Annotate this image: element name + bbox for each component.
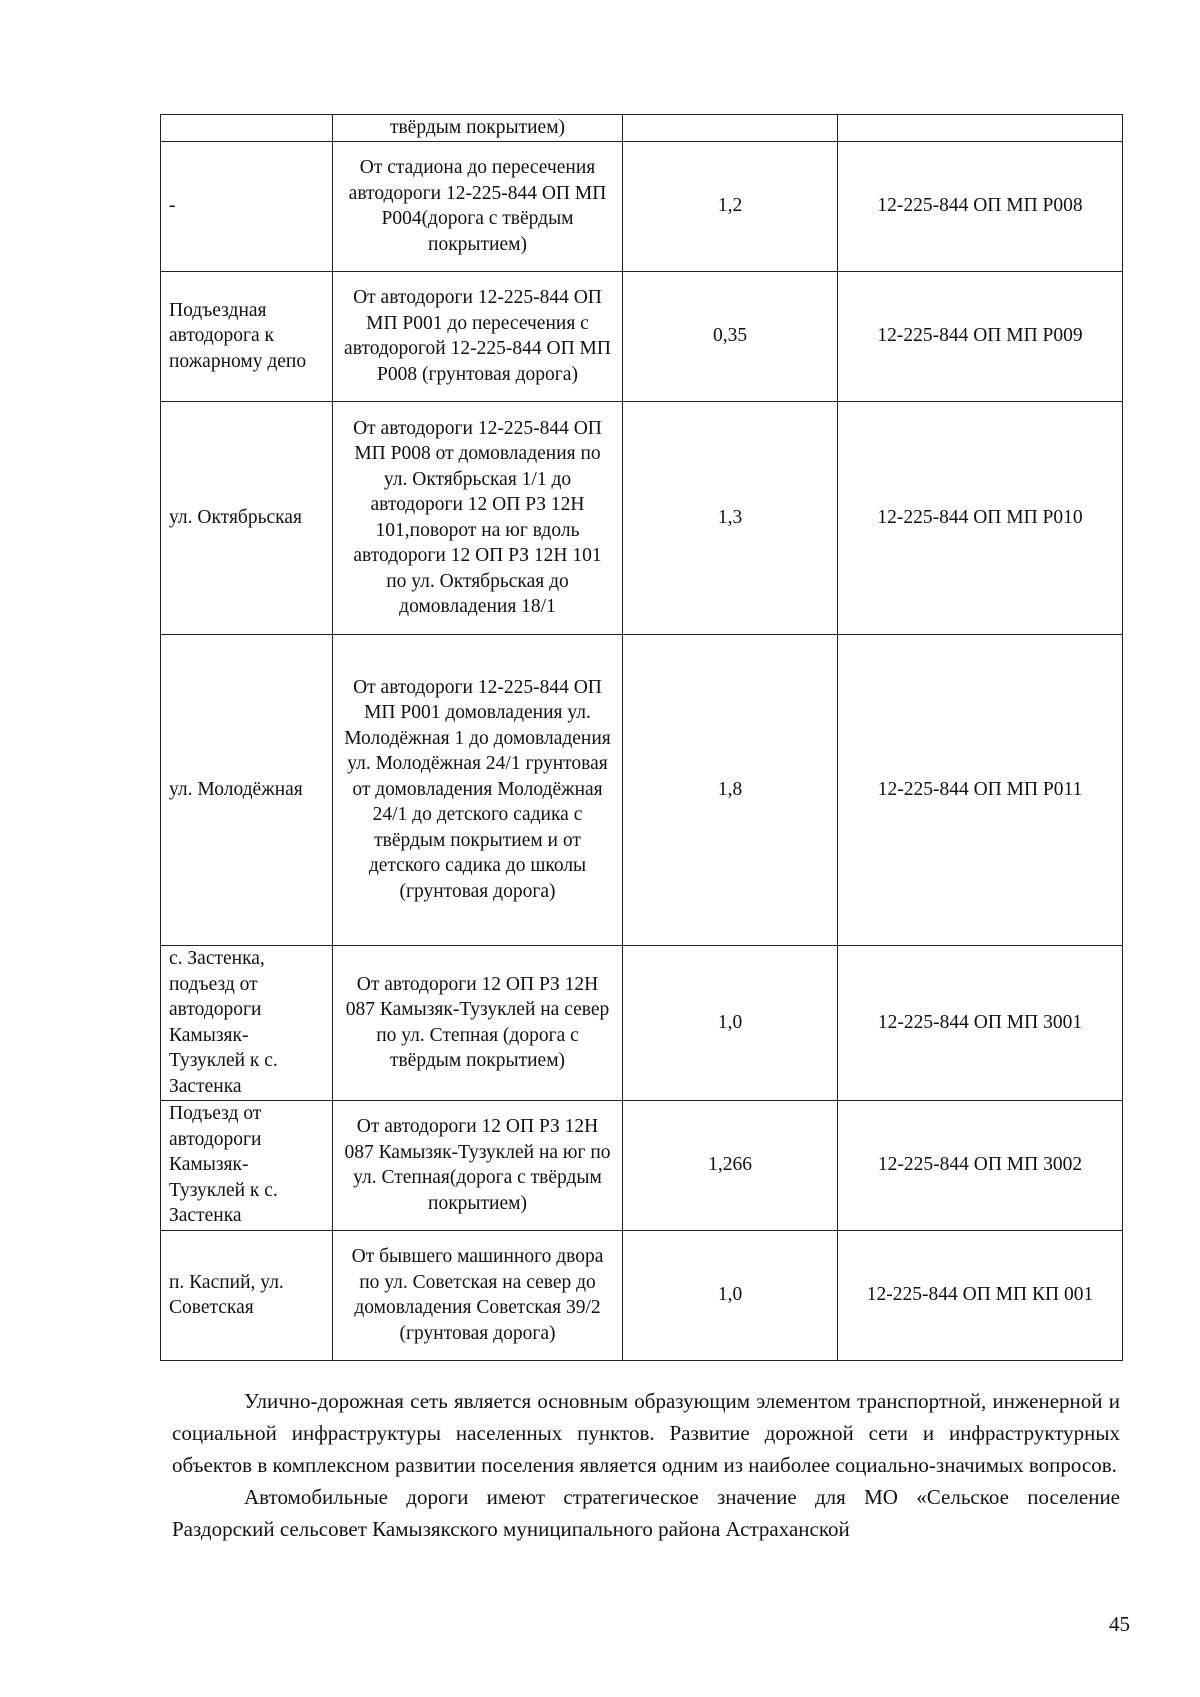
road-id-cell: 12-225-844 ОП МП Р010 <box>838 401 1123 634</box>
table-row <box>161 141 1123 271</box>
road-description-cell: От бывшего машинного двора по ул. Советская на север до домовладения Советская 39/2 (грунтовая дорога) <box>333 1230 623 1360</box>
road-id-cell: 12-225-844 ОП МП 3001 <box>838 945 1123 1100</box>
page-number: 45 <box>1109 1612 1130 1636</box>
road-length-cell: 1,2 <box>623 141 838 271</box>
table-row <box>161 115 1123 142</box>
table-row <box>161 945 1123 1100</box>
road-description-cell: От автодороги 12 ОП РЗ 12Н 087 Камызяк-Тузуклей на север по ул. Степная (дорога с твёрдым покрытием) <box>333 945 623 1100</box>
road-length-cell <box>623 115 838 142</box>
road-length-cell: 1,0 <box>623 1230 838 1360</box>
road-description-cell: От автодороги 12 ОП РЗ 12Н 087 Камызяк-Тузуклей на юг по ул. Степная(дорога с твёрдым покрытием) <box>333 1100 623 1230</box>
road-name-cell: - <box>161 141 333 271</box>
road-name-cell: Подъездная автодорога к пожарному депо <box>161 271 333 401</box>
body-text <box>172 1385 1120 1545</box>
road-id-cell: 12-225-844 ОП МП Р009 <box>838 271 1123 401</box>
road-id-cell: 12-225-844 ОП МП 3002 <box>838 1100 1123 1230</box>
table-row <box>161 1230 1123 1360</box>
road-name-cell: с. Застенка, подъезд от автодороги Камызяк-Тузуклей к с. Застенка <box>161 945 333 1100</box>
roads-table-body <box>161 115 1123 1361</box>
road-name-cell: п. Каспий, ул. Советская <box>161 1230 333 1360</box>
road-id-cell <box>838 115 1123 142</box>
table-row <box>161 271 1123 401</box>
road-name-cell: ул. Октябрьская <box>161 401 333 634</box>
road-length-cell: 1,8 <box>623 634 838 945</box>
road-length-cell: 1,0 <box>623 945 838 1100</box>
paragraph-2: Автомобильные дороги имеют стратегическое значение для МО «Сельское поселение Раздорский сельсовет Камызякского муниципального района Астраханской <box>172 1485 1120 1541</box>
road-id-cell: 12-225-844 ОП МП Р008 <box>838 141 1123 271</box>
road-description-cell: От автодороги 12-225-844 ОП МП Р008 от домовладения по ул. Октябрьская 1/1 до автодороги 12 ОП РЗ 12Н 101,поворот на юг вдоль автодороги 12 ОП РЗ 12Н 101 по ул. Октябрьская до домовладения 18/1 <box>333 401 623 634</box>
table-row <box>161 401 1123 634</box>
road-description-cell: От автодороги 12-225-844 ОП МП Р001 домовладения ул. Молодёжная 1 до домовладения ул. Молодёжная 24/1 грунтовая от домовладения Молодёжная 24/1 до детского садика с твёрдым покрытием и от детского садика до школы (грунтовая дорога) <box>333 634 623 945</box>
road-length-cell: 1,3 <box>623 401 838 634</box>
road-name-cell: ул. Молодёжная <box>161 634 333 945</box>
road-length-cell: 1,266 <box>623 1100 838 1230</box>
road-description-cell: твёрдым покрытием) <box>333 115 623 142</box>
paragraph-1: Улично-дорожная сеть является основным образующим элементом транспортной, инженерной и социальной инфраструктуры населенных пунктов. Развитие дорожной сети и инфраструктурных объектов в комплексном развитии поселения является одним из наиболее социально-значимых вопросов. <box>172 1389 1120 1477</box>
road-name-cell: Подъезд от автодороги Камызяк-Тузуклей к с. Застенка <box>161 1100 333 1230</box>
road-description-cell: От автодороги 12-225-844 ОП МП Р001 до пересечения с автодорогой 12-225-844 ОП МП Р008 (грунтовая дорога) <box>333 271 623 401</box>
roads-table <box>160 114 1123 1361</box>
road-description-cell: От стадиона до пересечения автодороги 12-225-844 ОП МП Р004(дорога с твёрдым покрытием) <box>333 141 623 271</box>
road-id-cell: 12-225-844 ОП МП КП 001 <box>838 1230 1123 1360</box>
road-name-cell <box>161 115 333 142</box>
road-length-cell: 0,35 <box>623 271 838 401</box>
table-row <box>161 1100 1123 1230</box>
table-row <box>161 634 1123 945</box>
road-id-cell: 12-225-844 ОП МП Р011 <box>838 634 1123 945</box>
